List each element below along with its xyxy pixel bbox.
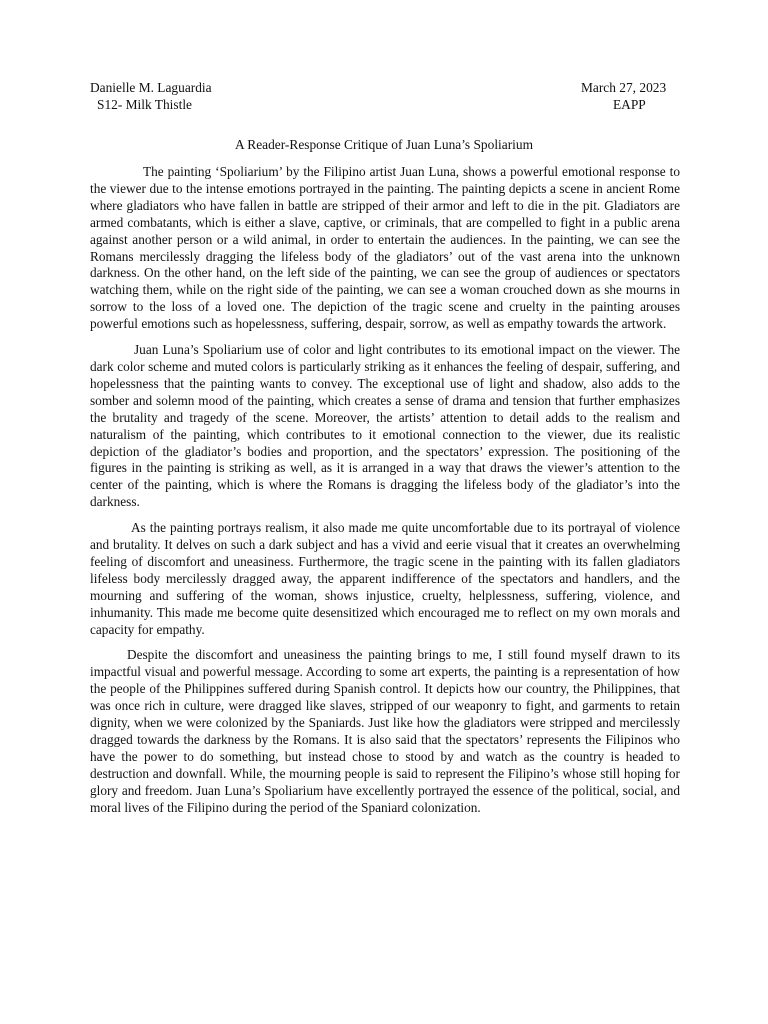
class-section: S12- Milk Thistle bbox=[97, 97, 192, 112]
header-left bbox=[90, 79, 212, 113]
author-name: Danielle M. Laguardia bbox=[90, 80, 212, 95]
document-date: March 27, 2023 bbox=[581, 80, 667, 95]
essay-body bbox=[90, 164, 680, 826]
paragraph-3: As the painting portrays realism, it also made me quite uncomfortable due to its portrayal of violence and brutality. It delves on such a dark subject and has a vivid and eerie visual that it creates an overwhelming feeling of discomfort and uneasiness. Furthermore, the tragic scene in the painting with its fallen gladiators lifeless body mercilessly dragged away, the apparent indifference of the spectators and handlers, and the mourning and suffering of the woman, shows injustice, cruelty, helplessness, suffering, violence, and inhumanity. This made me become quite desensitized which encouraged me to reflect on my own morals and capacity for empathy. bbox=[90, 520, 680, 637]
paragraph-2: Juan Luna’s Spoliarium use of color and light contributes to its emotional impact on the viewer. The dark color scheme and muted colors is particularly striking as it enhances the feeling of despair, suffering, and hopelessness that the painting wants to convey. The exceptional use of light and shadow, also adds to the somber and solemn mood of the painting, which creates a sense of drama and tension that further emphasizes the brutality and tragedy of the scene. Moreover, the artists’ attention to detail adds to the realism and naturalism of the painting, which contributes to it emotional connection to the viewer, due its realistic depiction of the gladiator’s bodies and proportion, and the spectators’ expression. The positioning of the figures in the painting is striking as well, as it is arranged in a way that draws the viewer’s attention to the center of the painting, which is where the Romans is dragging the lifeless body of the gladiator’s into the darkness. bbox=[90, 342, 680, 510]
subject-label: EAPP bbox=[613, 97, 646, 112]
paragraph-1: The painting ‘Spoliarium’ by the Filipino artist Juan Luna, shows a powerful emotional response to the viewer due to the intense emotions portrayed in the painting. The painting depicts a scene in ancient Rome where gladiators who have fallen in battle are stripped of their armor and left to die in the pit. Gladiators are armed combatants, which is either a slave, captive, or criminals, that are compelled to fight in a public arena against another person or a wild animal, in order to entertain the audiences. In the painting, we can see the Romans mercilessly dragging the lifeless body of the gladiators’ out of the vast arena into the unknown darkness. On the other hand, on the left side of the painting, we can see the group of audiences or spectators watching them, while on the right side of the painting, we can see a woman crouched down as she mourns in sorrow to the loss of a loved one. The depiction of the tragic scene and cruelty in the painting arouses powerful emotions such as hopelessness, suffering, despair, sorrow, as well as empathy towards the artwork. bbox=[90, 164, 680, 332]
page-title: A Reader-Response Critique of Juan Luna’s Spoliarium bbox=[235, 137, 533, 152]
paragraph-4: Despite the discomfort and uneasiness the painting brings to me, I still found myself drawn to its impactful visual and powerful message. According to some art experts, the painting is a representation of how the people of the Philippines suffered during Spanish control. It depicts how our country, the Philippines, that was once rich in culture, were dragged like slaves, stripped of our weaponry to fight, and garments to retain dignity, when we were colonized by the Spaniards. Just like how the gladiators were stripped and mercilessly dragged towards the darkness by the Romans. It is also said that the spectators’ represents the Filipinos who have the power to do something, but instead chose to stood by and watch as the country is headed to destruction and downfall. While, the mourning people is said to represent the Filipino’s whose still hoping for glory and freedom. Juan Luna’s Spoliarium have excellently portrayed the essence of the political, social, and moral lives of the Filipino during the period of the Spaniard colonization. bbox=[90, 647, 680, 815]
header-right bbox=[581, 79, 666, 113]
